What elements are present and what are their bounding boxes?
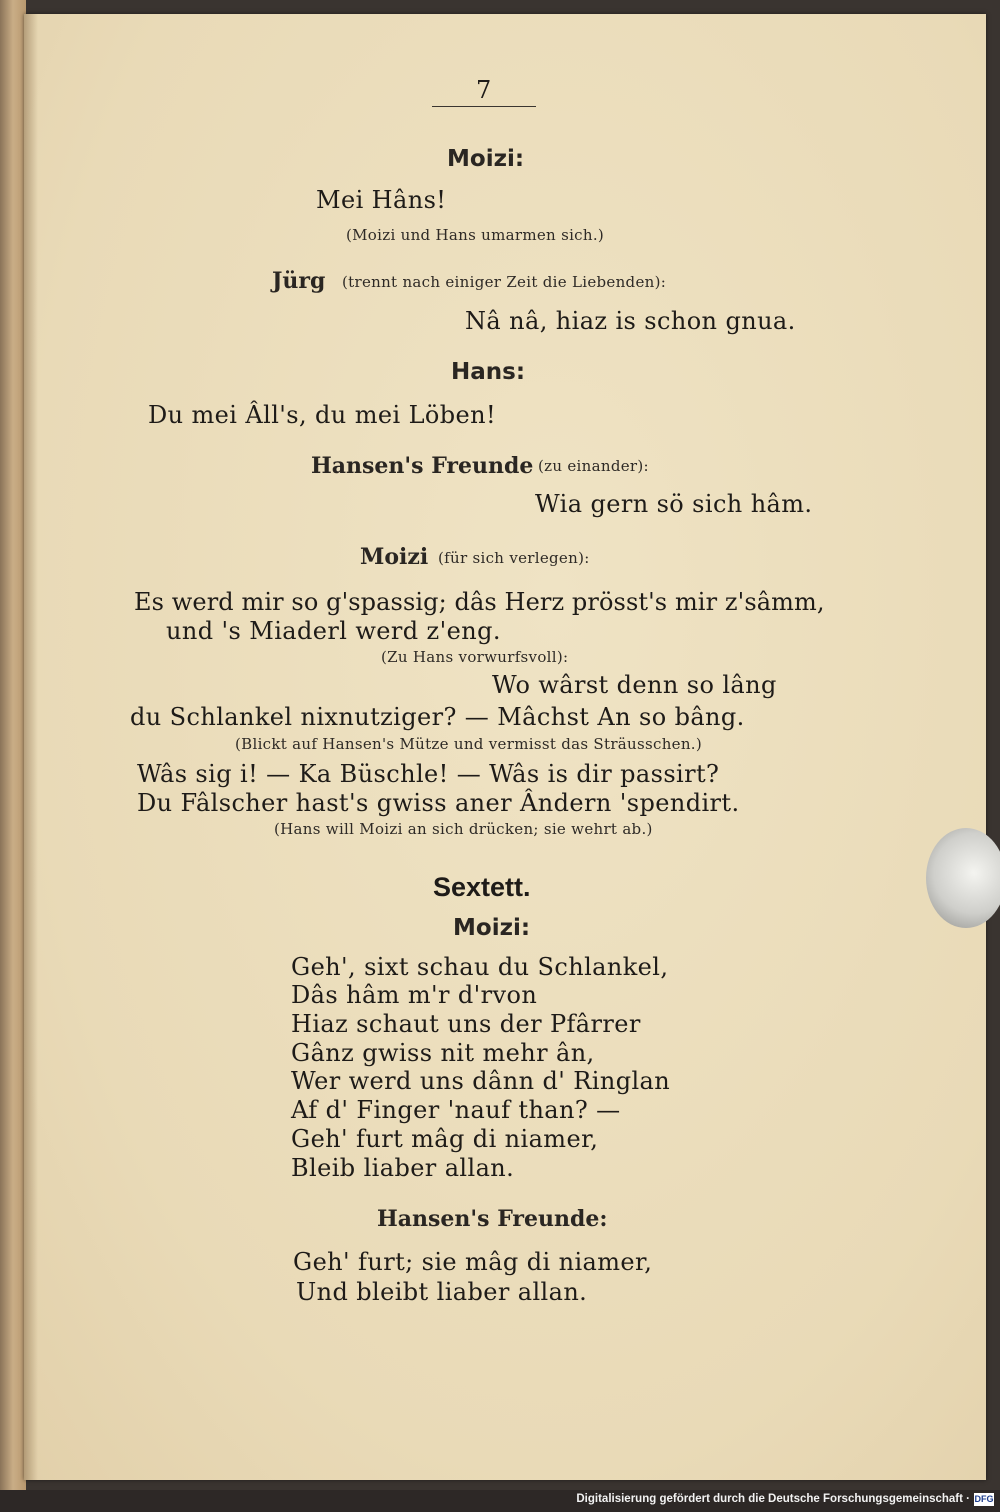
verse-line: Dâs hâm m'r d'rvon: [291, 981, 538, 1009]
verse-line: Wâs sig i! — Ka Büschle! — Wâs is dir passirt?: [137, 760, 720, 788]
verse-line: Wer werd uns dânn d' Ringlan: [291, 1067, 671, 1095]
verse-line: Nâ nâ, hiaz is schon gnua.: [465, 307, 796, 335]
facing-page-edge: [0, 0, 26, 1490]
speaker-hansens-freunde: Hansen's Freunde: [311, 453, 534, 479]
verse-line: Wo wârst denn so lâng: [492, 671, 777, 699]
stage-direction: (zu einander):: [538, 457, 649, 475]
verse-line: Es werd mir so g'spassig; dâs Herz prösst's mir z'sâmm,: [134, 588, 825, 616]
speaker-hans: Hans:: [451, 359, 526, 385]
verse-line: du Schlankel nixnutziger? — Mâchst An so bâng.: [130, 703, 745, 731]
stage-direction: (Hans will Moizi an sich drücken; sie wehrt ab.): [274, 820, 653, 838]
speaker-hansens-freunde: Hansen's Freunde:: [377, 1206, 608, 1232]
verse-line: Mei Hâns!: [316, 186, 447, 214]
verse-line: Af d' Finger 'nauf than? —: [291, 1096, 621, 1124]
dfg-logo: DFG: [974, 1494, 994, 1504]
stage-direction: (Moizi und Hans umarmen sich.): [346, 226, 605, 244]
stage-direction: (trennt nach einiger Zeit die Liebenden):: [342, 273, 667, 291]
page-number: 7: [476, 76, 492, 104]
verse-line: Du mei Âll's, du mei Löben!: [148, 401, 497, 429]
speaker-moizi: Moizi: [360, 544, 429, 570]
verse-line: Und bleibt liaber allan.: [296, 1278, 588, 1306]
section-heading-sextett: Sextett.: [433, 872, 531, 902]
stage-direction: (für sich verlegen):: [438, 549, 590, 567]
speaker-moizi: Moizi:: [447, 146, 525, 172]
verse-line: Gânz gwiss nit mehr ân,: [291, 1039, 595, 1067]
verse-line: Geh' furt mâg di niamer,: [291, 1125, 599, 1153]
page-gutter-shadow: [24, 14, 38, 1480]
stage-direction: (Blickt auf Hansen's Mütze und vermisst das Sträusschen.): [235, 735, 703, 753]
scan-tab-marker: [926, 828, 1000, 928]
stage-direction: (Zu Hans vorwurfsvoll):: [381, 648, 569, 666]
verse-line: und 's Miaderl werd z'eng.: [166, 617, 501, 645]
verse-line: Geh' furt; sie mâg di niamer,: [293, 1248, 653, 1276]
verse-line: Wia gern sö sich hâm.: [535, 490, 813, 518]
speaker-moizi: Moizi:: [453, 915, 531, 941]
digitization-credit: Digitalisierung gefördert durch die Deutsche Forschungsgemeinschaft ·: [576, 1493, 970, 1505]
verse-line: Bleib liaber allan.: [291, 1154, 515, 1182]
page-number-rule: [432, 106, 536, 107]
verse-line: Du Fâlscher hast's gwiss aner Ândern 'spendirt.: [137, 789, 740, 817]
speaker-jurg: Jürg: [272, 268, 326, 294]
verse-line: Geh', sixt schau du Schlankel,: [291, 953, 669, 981]
verse-line: Hiaz schaut uns der Pfârrer: [291, 1010, 641, 1038]
